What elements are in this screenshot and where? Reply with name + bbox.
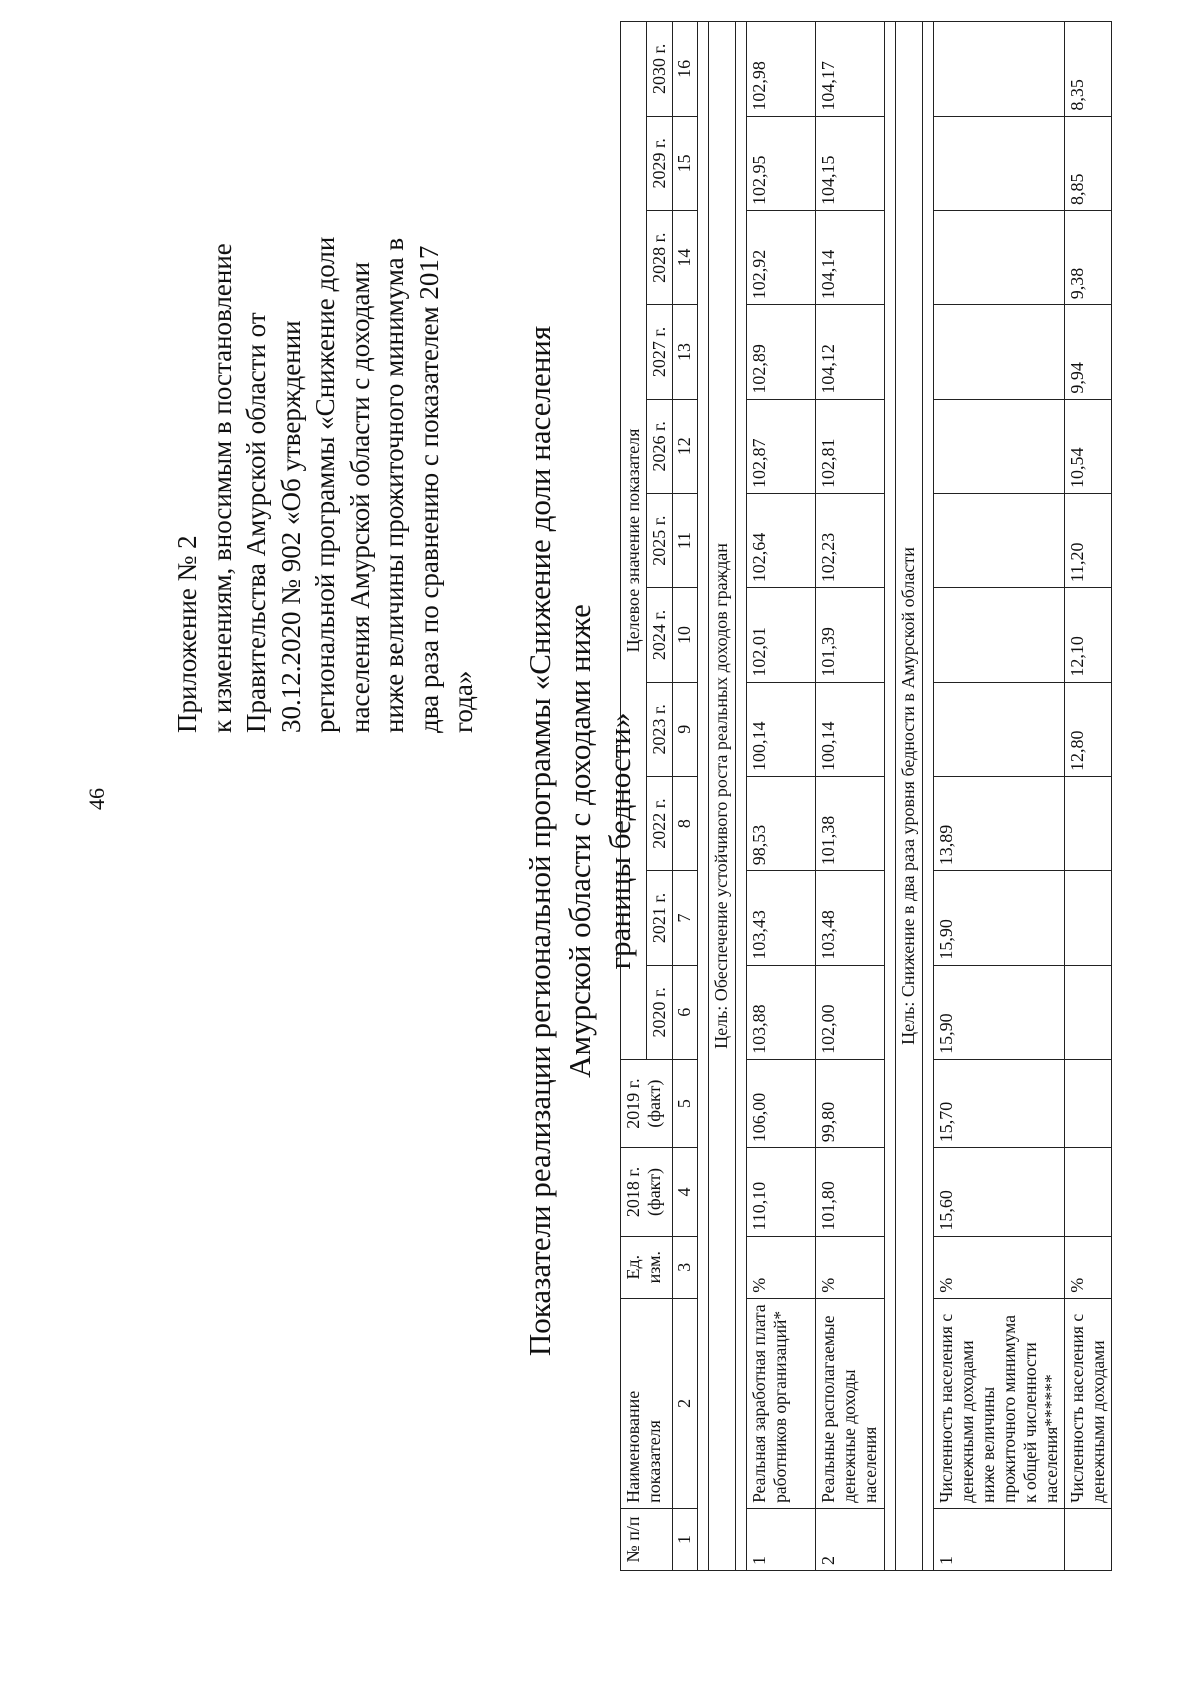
- value-cell: 9,38: [1065, 210, 1112, 304]
- value-cell: [1065, 1148, 1112, 1236]
- column-number: 1: [673, 1508, 698, 1570]
- value-cell: 104,14: [816, 210, 885, 304]
- header-year: 2025 г.: [647, 493, 673, 587]
- spacer-row: [736, 22, 747, 1571]
- column-number: 14: [673, 210, 698, 304]
- unit-cell: %: [934, 1236, 1065, 1298]
- unit-cell: %: [747, 1236, 816, 1298]
- value-cell: [934, 305, 1065, 399]
- column-number: 4: [673, 1148, 698, 1236]
- header-2018: 2018 г. (факт): [621, 1148, 673, 1236]
- value-cell: 103,48: [816, 871, 885, 965]
- value-cell: 102,64: [747, 493, 816, 587]
- value-cell: 99,80: [816, 1059, 885, 1147]
- value-cell: 15,70: [934, 1059, 1065, 1147]
- header-name: Наименование показателя: [621, 1298, 673, 1508]
- indicators-table: [620, 21, 1112, 1571]
- column-number: 12: [673, 399, 698, 493]
- value-cell: 101,80: [816, 1148, 885, 1236]
- header-year: 2023 г.: [647, 682, 673, 776]
- value-cell: 110,10: [747, 1148, 816, 1236]
- row-number: 1: [934, 1508, 1065, 1570]
- value-cell: 15,60: [934, 1148, 1065, 1236]
- value-cell: 104,12: [816, 305, 885, 399]
- value-cell: 98,53: [747, 776, 816, 870]
- column-number: 10: [673, 588, 698, 682]
- value-cell: [1065, 965, 1112, 1059]
- appendix-line: Правительства Амурской области от: [241, 312, 271, 733]
- value-cell: 11,20: [1065, 493, 1112, 587]
- value-cell: [934, 493, 1065, 587]
- row-number: [1065, 1508, 1112, 1570]
- header-no: № п/п: [621, 1508, 673, 1570]
- appendix-line: года»: [448, 670, 478, 733]
- header-target: Целевое значение показателя: [621, 22, 647, 1060]
- column-number: 7: [673, 871, 698, 965]
- spacer-row: [698, 22, 709, 1571]
- value-cell: [1065, 1059, 1112, 1147]
- value-cell: 104,17: [816, 22, 885, 117]
- row-number: 1: [747, 1508, 816, 1570]
- value-cell: 102,98: [747, 22, 816, 117]
- value-cell: 8,85: [1065, 116, 1112, 210]
- header-unit: Ед. изм.: [621, 1236, 673, 1298]
- header-year: 2020 г.: [647, 965, 673, 1059]
- value-cell: 10,54: [1065, 399, 1112, 493]
- appendix-line: к изменениям, вносимым в постановление: [206, 243, 237, 733]
- column-number: 6: [673, 965, 698, 1059]
- value-cell: 100,14: [816, 682, 885, 776]
- spacer-row: [885, 22, 896, 1571]
- value-cell: 15,90: [934, 965, 1065, 1059]
- table-row: [816, 22, 885, 1571]
- column-number: 9: [673, 682, 698, 776]
- indicator-name: Численность населения с денежными доходами: [1065, 1298, 1112, 1508]
- value-cell: [934, 116, 1065, 210]
- value-cell: 101,39: [816, 588, 885, 682]
- appendix-note: [170, 143, 481, 733]
- appendix-line: 30.12.2020 № 902 «Об утверждении: [275, 320, 306, 733]
- table-row: [934, 22, 1065, 1571]
- appendix-line: региональной программы «Снижение доли: [310, 236, 340, 733]
- value-cell: 12,80: [1065, 682, 1112, 776]
- appendix-line: два раза по сравнению с показателем 2017: [413, 245, 444, 733]
- goal-2-heading: Цель: Снижение в два раза уровня бедности в Амурской области: [896, 22, 923, 1571]
- value-cell: [934, 588, 1065, 682]
- value-cell: [934, 682, 1065, 776]
- table-row: [747, 22, 816, 1571]
- value-cell: [934, 210, 1065, 304]
- value-cell: 102,87: [747, 399, 816, 493]
- value-cell: 15,90: [934, 871, 1065, 965]
- value-cell: 102,92: [747, 210, 816, 304]
- column-number: 15: [673, 116, 698, 210]
- goal-1-heading: Цель: Обеспечение устойчивого роста реальных доходов граждан: [709, 22, 736, 1571]
- header-year: 2029 г.: [647, 116, 673, 210]
- unit-cell: %: [1065, 1236, 1112, 1298]
- row-number: 2: [816, 1508, 885, 1570]
- value-cell: [1065, 776, 1112, 870]
- column-number: 3: [673, 1236, 698, 1298]
- value-cell: 102,01: [747, 588, 816, 682]
- value-cell: [934, 22, 1065, 117]
- header-year: 2030 г.: [647, 22, 673, 117]
- page-number: 46: [84, 788, 109, 810]
- value-cell: 102,23: [816, 493, 885, 587]
- header-year: 2024 г.: [647, 588, 673, 682]
- header-year: 2027 г.: [647, 305, 673, 399]
- spacer-row: [923, 22, 934, 1571]
- column-number: 16: [673, 22, 698, 117]
- value-cell: 103,88: [747, 965, 816, 1059]
- unit-cell: %: [816, 1236, 885, 1298]
- column-number: 5: [673, 1059, 698, 1147]
- value-cell: 102,95: [747, 116, 816, 210]
- value-cell: 12,10: [1065, 588, 1112, 682]
- value-cell: 8,35: [1065, 22, 1112, 117]
- value-cell: 100,14: [747, 682, 816, 776]
- appendix-line: населения Амурской области с доходами: [344, 261, 375, 733]
- header-2019: 2019 г. (факт): [621, 1059, 673, 1147]
- value-cell: [934, 399, 1065, 493]
- value-cell: 103,43: [747, 871, 816, 965]
- value-cell: 9,94: [1065, 305, 1112, 399]
- table-row: [1065, 22, 1112, 1571]
- column-number: 13: [673, 305, 698, 399]
- title-line-1: Показатели реализации региональной программы «Снижение доли населения Амурской области с доходами ниже: [522, 325, 597, 1357]
- column-numbers-row: [673, 22, 698, 1571]
- appendix-line: ниже величины прожиточного минимума в: [379, 237, 409, 733]
- column-number: 8: [673, 776, 698, 870]
- value-cell: 102,89: [747, 305, 816, 399]
- value-cell: 13,89: [934, 776, 1065, 870]
- appendix-line: Приложение № 2: [172, 535, 202, 733]
- column-number: 11: [673, 493, 698, 587]
- indicator-name: Реальная заработная плата работников организаций*: [747, 1298, 816, 1508]
- header-year: 2026 г.: [647, 399, 673, 493]
- header-year: 2022 г.: [647, 776, 673, 870]
- value-cell: 102,00: [816, 965, 885, 1059]
- value-cell: 101,38: [816, 776, 885, 870]
- value-cell: 106,00: [747, 1059, 816, 1147]
- value-cell: 102,81: [816, 399, 885, 493]
- header-year: 2021 г.: [647, 871, 673, 965]
- header-year: 2028 г.: [647, 210, 673, 304]
- indicator-name: Реальные располагаемые денежные доходы населения: [816, 1298, 885, 1508]
- title-line-2: границы бедности»: [602, 712, 637, 970]
- column-number: 2: [673, 1298, 698, 1508]
- value-cell: 104,15: [816, 116, 885, 210]
- value-cell: [1065, 871, 1112, 965]
- indicator-name: Численность населения с денежными доходами ниже величины прожиточного минимума к общей численности населения******: [934, 1298, 1065, 1508]
